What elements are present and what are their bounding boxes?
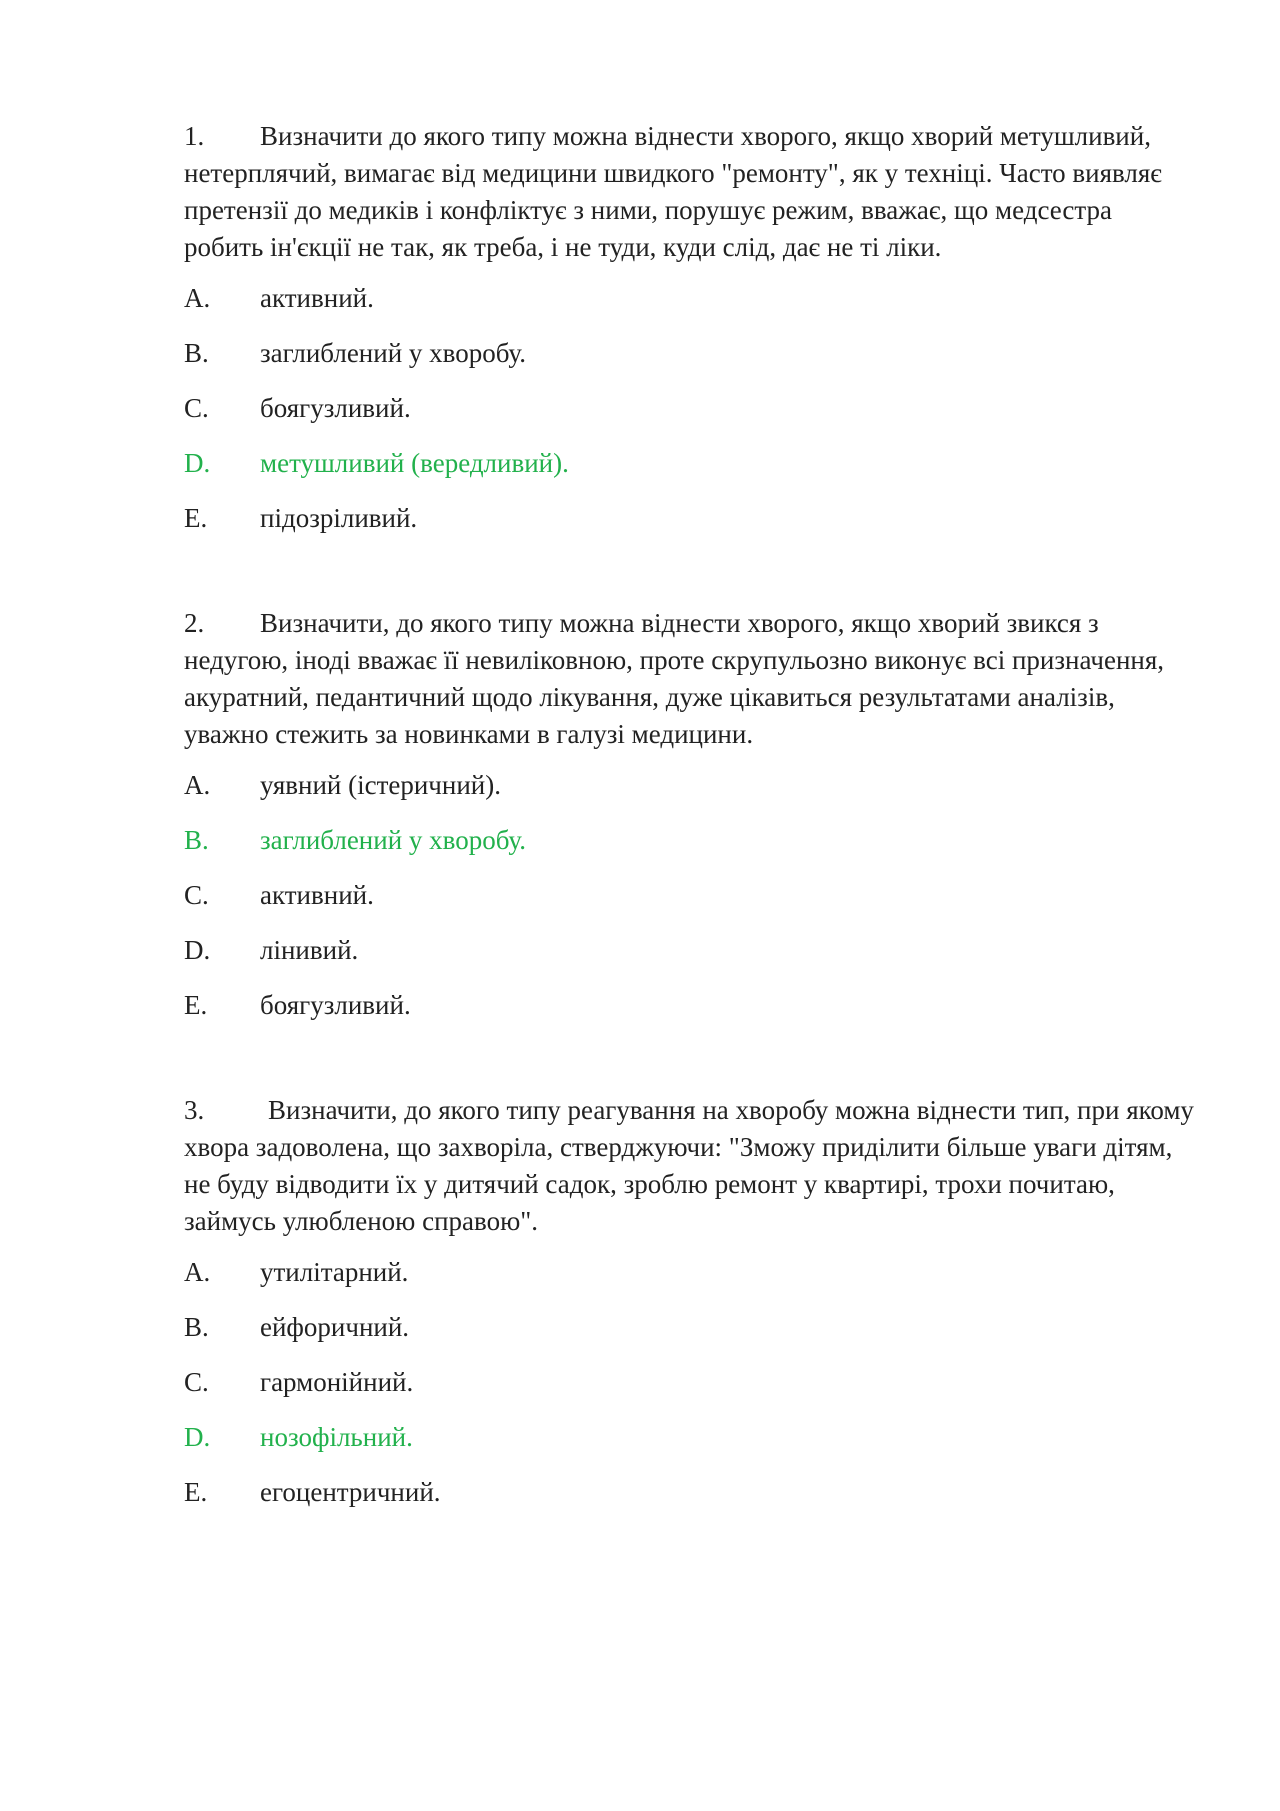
- question-1: [184, 118, 1194, 537]
- option-text: активний.: [260, 880, 374, 910]
- answer-option-b: [184, 1309, 1194, 1346]
- option-letter: A.: [184, 1257, 211, 1287]
- answer-option-e: [184, 987, 1194, 1024]
- option-letter: D.: [184, 935, 211, 965]
- question-text: [184, 118, 1194, 266]
- option-text: лінивий.: [260, 935, 359, 965]
- answer-option-b: [184, 335, 1194, 372]
- answer-option-d-correct: [184, 445, 1194, 482]
- question-text: [184, 605, 1194, 753]
- answer-option-a: [184, 767, 1194, 804]
- option-text: егоцентричний.: [260, 1477, 441, 1507]
- answer-options: [184, 1254, 1194, 1511]
- option-text: боягузливий.: [260, 393, 411, 423]
- option-letter: B.: [184, 1312, 209, 1342]
- option-letter: D.: [184, 1422, 211, 1452]
- question-body: Визначити, до якого типу реагування на хворобу можна віднести тип, при якому хвора задоволена, що захворіла, стверджуючи: "Зможу приділити більше уваги дітям, не буду відводити їх у дитячий садок, зроблю ремонт у квартирі, трохи почитаю, займусь улюбленою справою".: [184, 1095, 1194, 1236]
- question-text: [184, 1092, 1194, 1240]
- option-text: активний.: [260, 283, 374, 313]
- question-number: 2.: [184, 608, 205, 638]
- answer-option-e: [184, 500, 1194, 537]
- option-text: ейфоричний.: [260, 1312, 410, 1342]
- answer-option-a: [184, 280, 1194, 317]
- option-letter: C.: [184, 1367, 209, 1397]
- option-text: гармонійний.: [260, 1367, 414, 1397]
- question-number: 3.: [184, 1095, 205, 1125]
- option-text: заглиблений у хворобу.: [260, 825, 526, 855]
- answer-option-c: [184, 1364, 1194, 1401]
- answer-options: [184, 767, 1194, 1024]
- question-body: Визначити, до якого типу можна віднести хворого, якщо хворий звикся з недугою, іноді вважає її невиліковною, проте скрупульозно виконує всі призначення, акуратний, педантичний щодо лікування, дуже цікавиться результатами аналізів, уважно стежить за новинками в галузі медицини.: [184, 608, 1165, 749]
- answer-option-a: [184, 1254, 1194, 1291]
- option-letter: C.: [184, 880, 209, 910]
- question-3: [184, 1092, 1194, 1511]
- option-letter: A.: [184, 770, 211, 800]
- answer-option-c: [184, 877, 1194, 914]
- option-letter: A.: [184, 283, 211, 313]
- question-number: 1.: [184, 121, 205, 151]
- option-letter: D.: [184, 448, 211, 478]
- option-text: утилітарний.: [260, 1257, 409, 1287]
- option-text: заглиблений у хворобу.: [260, 338, 526, 368]
- option-letter: E.: [184, 1477, 208, 1507]
- question-body: Визначити до якого типу можна віднести хворого, якщо хворий метушливий, нетерплячий, вимагає від медицини швидкого "ремонту", як у техніці. Часто виявляє претензії до медиків і конфліктує з ними, порушує режим, вважає, що медсестра робить ін'єкції не так, як треба, і не туди, куди слід, дає не ті ліки.: [184, 121, 1162, 262]
- option-letter: E.: [184, 503, 208, 533]
- option-text: боягузливий.: [260, 990, 411, 1020]
- document-page: [184, 118, 1194, 1529]
- answer-option-d-correct: [184, 1419, 1194, 1456]
- answer-option-d: [184, 932, 1194, 969]
- option-letter: C.: [184, 393, 209, 423]
- option-text: уявний (істеричний).: [260, 770, 501, 800]
- question-2: [184, 605, 1194, 1024]
- option-letter: B.: [184, 338, 209, 368]
- answer-option-e: [184, 1474, 1194, 1511]
- option-letter: B.: [184, 825, 209, 855]
- option-text: підозріливий.: [260, 503, 418, 533]
- answer-option-b-correct: [184, 822, 1194, 859]
- answer-options: [184, 280, 1194, 537]
- option-text: метушливий (вередливий).: [260, 448, 569, 478]
- answer-option-c: [184, 390, 1194, 427]
- option-letter: E.: [184, 990, 208, 1020]
- option-text: нозофільний.: [260, 1422, 413, 1452]
